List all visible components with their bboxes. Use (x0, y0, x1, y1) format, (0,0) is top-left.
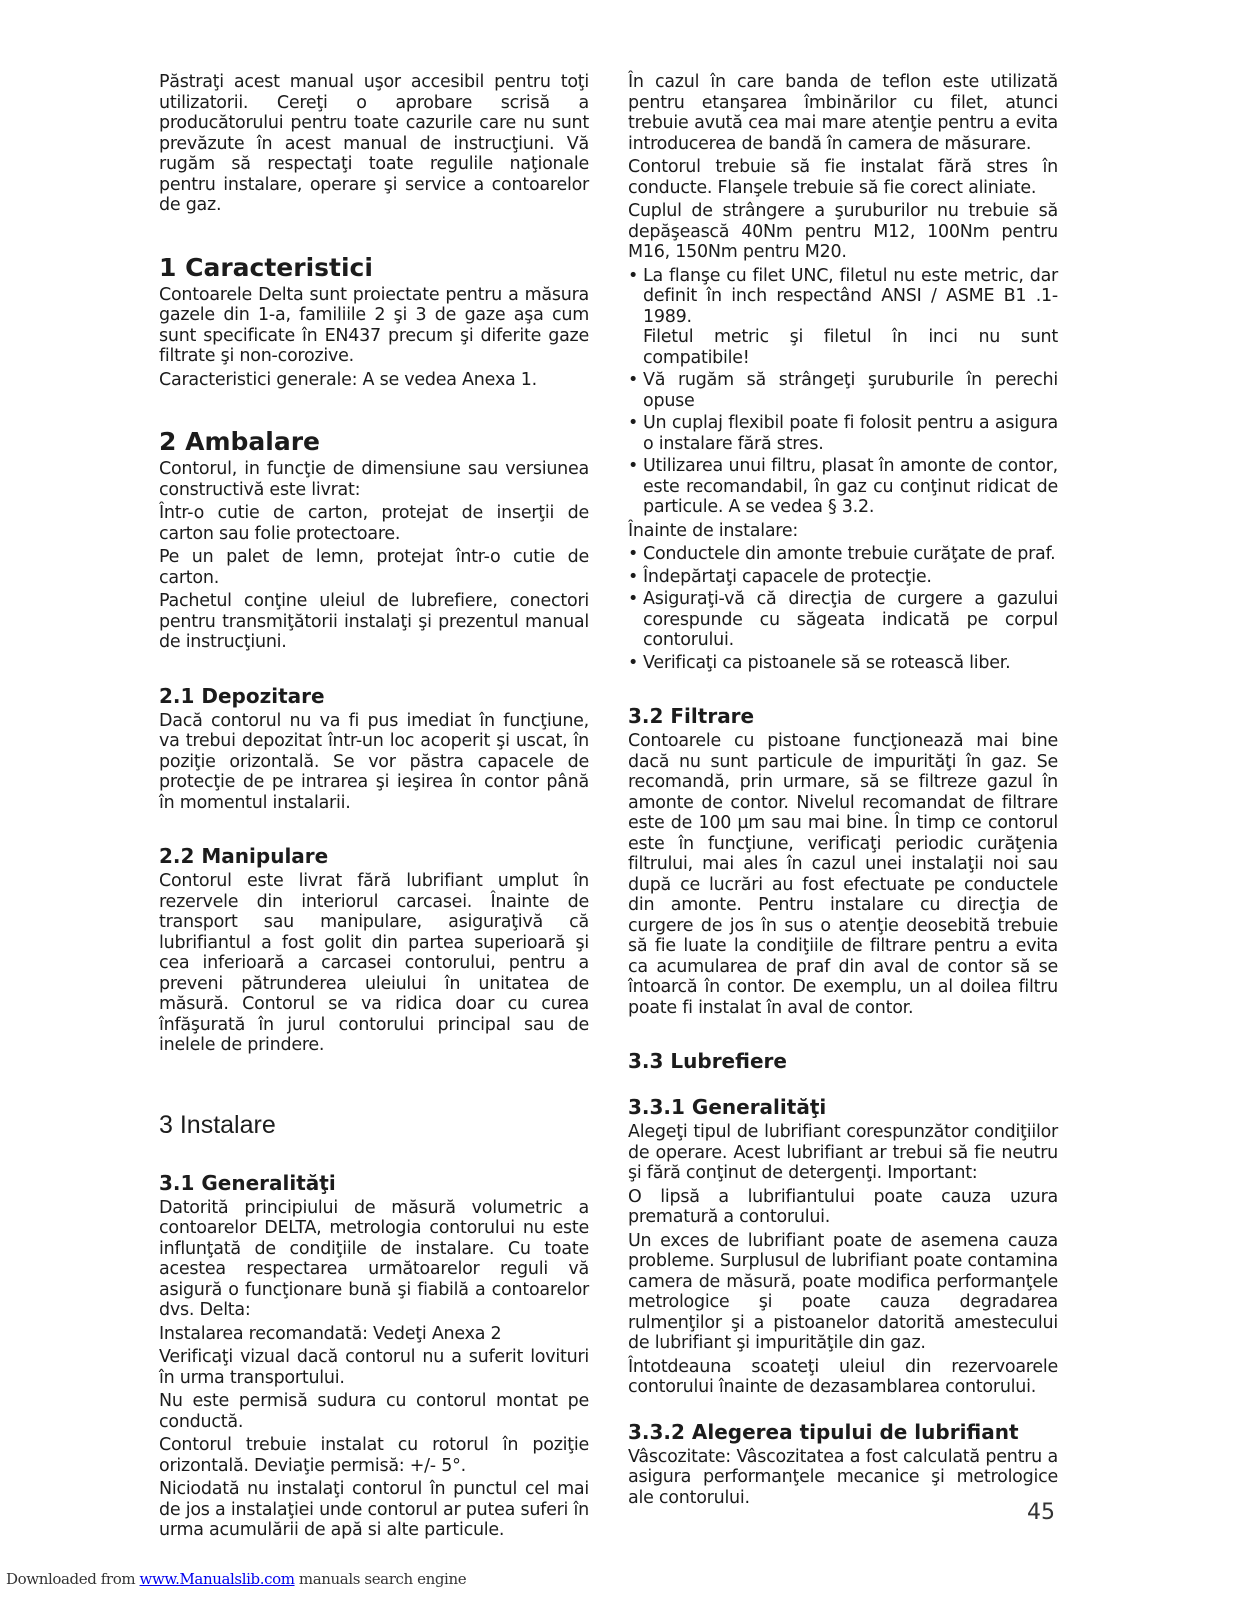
paragraph: Alegeţi tipul de lubrifiant corespunzător condiţiilor de operare. Acest lubrifiant ar trebui să fie neutru şi fără conţinut de detergenţi. Important: (628, 1122, 1058, 1183)
list-item: • Îndepărtaţi capacele de protecţie. (628, 567, 1058, 588)
paragraph: Contoarele cu pistoane funcţionează mai bine dacă nu sunt particule de impurităţi în gaz. Se recomandă, prin urmare, să se filtreze gazul în amonte de contor. Nivelul recomandat de filtrare este de 100 µm sau mai bine. În timp ce contorul este în funcţiune, verificaţi periodic curăţenia filtrului, mai ales în cazul unei instalaţii noi sau după ce lucrări au fost efectuate pe conductele din amonte. Pentru instalare cu direcţia de curgere de jos în sus o atenţie deosebită trebuie să fie luate la condiţiile de filtrare pentru a evita ca acumularea de praf din aval de contor să se întoarcă în contor. De exemplu, un al doilea filtru poate fi instalat în aval de contor. (628, 731, 1058, 1018)
paragraph: Contorul, in funcţie de dimensiune sau versiunea constructivă este livrat: (159, 459, 589, 500)
paragraph: Caracteristici generale: A se vedea Anexa 1. (159, 369, 537, 390)
paragraph: Niciodată nu instalaţi contorul în punctul cel mai de jos a instalaţiei unde contorul ar putea suferi în urma acumulării de apă si alte particule. (159, 1479, 589, 1540)
list-item: • Verificaţi ca pistoanele să se rotească liber. (628, 653, 1058, 674)
list-item: • Conductele din amonte trebuie curăţate de praf. (628, 544, 1058, 565)
manualslib-link[interactable]: www.Manualslib.com (139, 1570, 295, 1588)
paragraph: Contorul trebuie instalat cu rotorul în poziţie orizontală. Deviaţie permisă: +/- 5°. (159, 1435, 589, 1476)
paragraph: Pachetul conţine uleiul de lubrefiere, conectori pentru transmiţătorii instalaţi şi prezentul manual de instrucţiuni. (159, 591, 589, 652)
paragraph: Înainte de instalare: (628, 520, 799, 541)
list-item: • Un cuplaj flexibil poate fi folosit pentru a asigura o instalare fără stres. (628, 413, 1058, 454)
paragraph: Întotdeauna scoateţi uleiul din rezervoarele contorului înainte de dezasamblarea contorului. (628, 1356, 1058, 1397)
heading-3-instalare: 3 Instalare (159, 1110, 276, 1139)
paragraph: Contoarele Delta sunt proiectate pentru a măsura gazele din 1-a, familiile 2 şi 3 de gaze aşa cum sunt specificate în EN437 precum şi diferite gaze filtrate şi non-corozive. (159, 284, 589, 366)
heading-2-2-manipulare: 2.2 Manipulare (159, 844, 329, 868)
heading-1-caracteristici: 1 Caracteristici (159, 252, 373, 282)
download-footer (6, 1570, 466, 1588)
list-item-text: Filetul metric şi filetul în inci nu sunt compatibile! (643, 327, 1058, 368)
paragraph: Într-o cutie de carton, protejat de inserţii de carton sau folie protectoare. (159, 503, 589, 544)
paragraph: O lipsă a lubrifiantului poate cauza uzura prematură a contorului. (628, 1186, 1058, 1227)
paragraph: Cuplul de strângere a şuruburilor nu trebuie să depăşească 40Nm pentru M12, 100Nm pentru M16, 150Nm pentru M20. (628, 201, 1058, 262)
list-item: • Asiguraţi-vă că direcţia de curgere a gazului corespunde cu săgeata indicată pe corpul contorului. (628, 589, 1058, 651)
paragraph: Vâscozitate: Vâscozitatea a fost calculată pentru a asigura performanţele mecanice şi metrologice ale contorului. (628, 1446, 1058, 1508)
right-column (628, 72, 1058, 1511)
paragraph: Pe un palet de lemn, protejat într-o cutie de carton. (159, 547, 589, 588)
heading-3-3-1-generalitati: 3.3.1 Generalităţi (628, 1095, 827, 1119)
paragraph: Datorită principiului de măsură volumetric a contoarelor DELTA, metrologia contorului nu este influnţată de condiţiile de instalare. Cu toate acestea respectarea următoarelor reguli vă asigură o funcţionare bună şi fiabilă a contoarelor dvs. Delta: (159, 1197, 589, 1320)
list-item: • Utilizarea unui filtru, plasat în amonte de contor, este recomandabil, în gaz cu conţinut ridicat de particule. A se vedea § 3.2. (628, 456, 1058, 518)
paragraph: Dacă contorul nu va fi pus imediat în funcţiune, va trebui depozitat într-un loc acoperit şi uscat, în poziţie orizontală. Se vor păstra capacele de protecţie de pe intrarea şi ieşirea în contor până în momentul instalarii. (159, 710, 589, 813)
installation-notes-list (628, 266, 1058, 518)
paragraph: Contorul trebuie să fie instalat fără stres în conducte. Flanşele trebuie să fie corect aliniate. (628, 157, 1058, 198)
heading-3-1-generalitati: 3.1 Generalităţi (159, 1170, 336, 1195)
paragraph: Un exces de lubrifiant poate de asemena cauza probleme. Surplusul de lubrifiant poate contamina camera de măsură, poate modifica performanţele metrologice şi poate cauza degradarea rulmenţilor şi a pistoanelor datorită amestecului de lubrifiant şi impurităţile din gaz. (628, 1230, 1058, 1353)
heading-2-1-depozitare: 2.1 Depozitare (159, 683, 325, 708)
heading-3-3-2-alegerea-tipului: 3.3.2 Alegerea tipului de lubrifiant (628, 1419, 1019, 1444)
pre-install-checklist (628, 544, 1058, 673)
heading-3-3-lubrefiere: 3.3 Lubrefiere (628, 1049, 787, 1073)
intro-paragraph: Păstraţi acest manual uşor accesibil pentru toţi utilizatorii. Cereţi o aprobare scrisă a producătorului pentru toate cazurile care nu sunt prevăzute în acest manual de instrucţiuni. Vă rugăm să respectaţi toate regulile naţionale pentru instalare, operare şi service a contoarelor de gaz. (159, 72, 589, 215)
paragraph: Verificaţi vizual dacă contorul nu a suferit lovituri în urma transportului. (159, 1347, 589, 1388)
paragraph: Instalarea recomandată: Vedeţi Anexa 2 (159, 1323, 502, 1344)
footer-suffix: manuals search engine (294, 1570, 467, 1588)
list-item (628, 266, 1058, 369)
heading-2-ambalare: 2 Ambalare (159, 427, 320, 456)
heading-3-2-filtrare: 3.2 Filtrare (628, 704, 755, 728)
paragraph: În cazul în care banda de teflon este utilizată pentru etanşarea îmbinărilor cu filet, atunci trebuie avută cea mai mare atenţie pentru a evita introducerea de bandă în camera de măsurare. (628, 72, 1058, 154)
left-column (159, 72, 589, 1544)
paragraph: Nu este permisă sudura cu contorul montat pe conductă. (159, 1391, 589, 1432)
footer-prefix: Downloaded from (6, 1570, 140, 1588)
list-item: • Vă rugăm să strângeţi şuruburile în perechi opuse (628, 370, 1058, 411)
page-number: 45 (1027, 1500, 1055, 1525)
list-item-text: La flanşe cu filet UNC, filetul nu este metric, dar definit în inch respectând ANSI / ASME B1 .1-1989. (643, 265, 1058, 327)
paragraph: Contorul este livrat fără lubrifiant umplut în rezervele din interiorul carcasei. Înainte de transport sau manipulare, asiguraţivă că lubrifiantul a fost golit din partea superioară şi cea inferioară a carcasei contorului, pentru a preveni pătrunderea uleiului în unitatea de măsură. Contorul se va ridica doar cu curea înfăşurată în jurul contorului principal sau de inelele de prindere. (159, 871, 589, 1055)
